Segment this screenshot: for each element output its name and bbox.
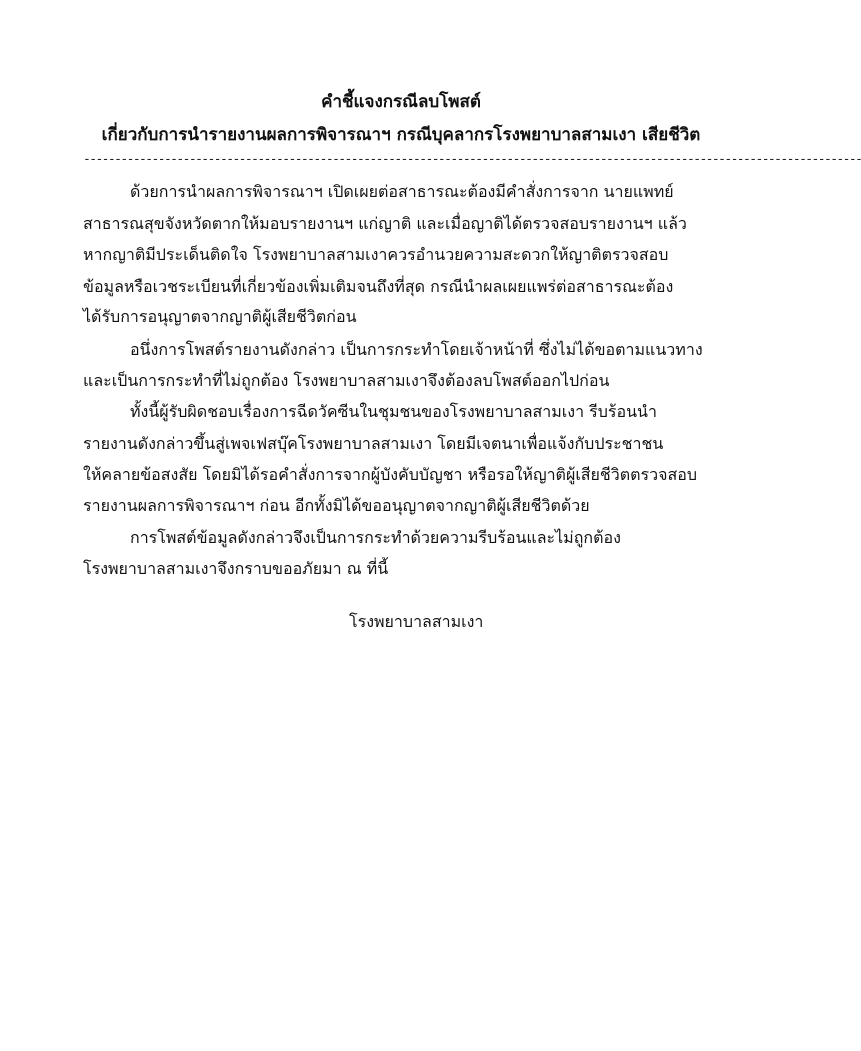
paragraph-line: และเป็นการกระทำที่ไม่ถูกต้อง โรงพยาบาลสามเงาจึงต้องลบโพสต์ออกไปก่อน [83,371,610,390]
dashed-divider: ----------------------------------------------------------------------------------------------------------------------------- [83,152,861,167]
paragraph-line: ให้คลายข้อสงสัย โดยมิได้รอคำสั่งการจากผู้บังคับบัญชา หรือรอให้ญาติผู้เสียชีวิตตรวจสอบ [83,465,698,484]
signature: โรงพยาบาลสามเงา [349,612,484,631]
paragraph-line: การโพสต์ข้อมูลดังกล่าวจึงเป็นการกระทำด้วยความรีบร้อนและไม่ถูกต้อง [130,528,621,547]
paragraph-line: ข้อมูลหรือเวชระเบียนที่เกี่ยวข้องเพิ่มเติมจนถึงที่สุด กรณีนำผลเผยแพร่ต่อสาธารณะต้อง [83,277,674,296]
paragraph-line: สาธารณสุขจังหวัดตากให้มอบรายงานฯ แก่ญาติ และเมื่อญาติได้ตรวจสอบรายงานฯ แล้ว [83,214,687,233]
paragraph-line: ด้วยการนำผลการพิจารณาฯ เปิดเผยต่อสาธารณะต้องมีคำสั่งการจาก นายแพทย์ [130,182,674,201]
paragraph-line: หากญาติมีประเด็นติดใจ โรงพยาบาลสามเงาควรอำนวยความสะดวกให้ญาติตรวจสอบ [83,245,669,264]
paragraph-line: ได้รับการอนุญาตจากญาติผู้เสียชีวิตก่อน [83,307,357,326]
document-subtitle: เกี่ยวกับการนำรายงานผลการพิจารณาฯ กรณีบุคลากรโรงพยาบาลสามเงา เสียชีวิต [101,125,701,145]
paragraph-line: รายงานผลการพิจารณาฯ ก่อน อีกทั้งมิได้ขออนุญาตจากญาติผู้เสียชีวิตด้วย [83,496,590,515]
document-title: คำชี้แจงกรณีลบโพสต์ [321,92,481,112]
paragraph-line: อนึ่งการโพสต์รายงานดังกล่าว เป็นการกระทำโดยเจ้าหน้าที่ ซึ่งไม่ได้ขอตามแนวทาง [130,340,703,359]
paragraph-line: ทั้งนี้ผู้รับผิดชอบเรื่องการฉีดวัคซีนในชุมชนของโรงพยาบาลสามเงา รีบร้อนนำ [130,402,657,421]
paragraph-line: โรงพยาบาลสามเงาจึงกราบขออภัยมา ณ ที่นี้ [83,559,389,578]
paragraph-line: รายงานดังกล่าวขึ้นสู่เพจเฟสบุ๊คโรงพยาบาลสามเงา โดยมีเจตนาเพื่อแจ้งกับประชาชน [83,434,664,453]
